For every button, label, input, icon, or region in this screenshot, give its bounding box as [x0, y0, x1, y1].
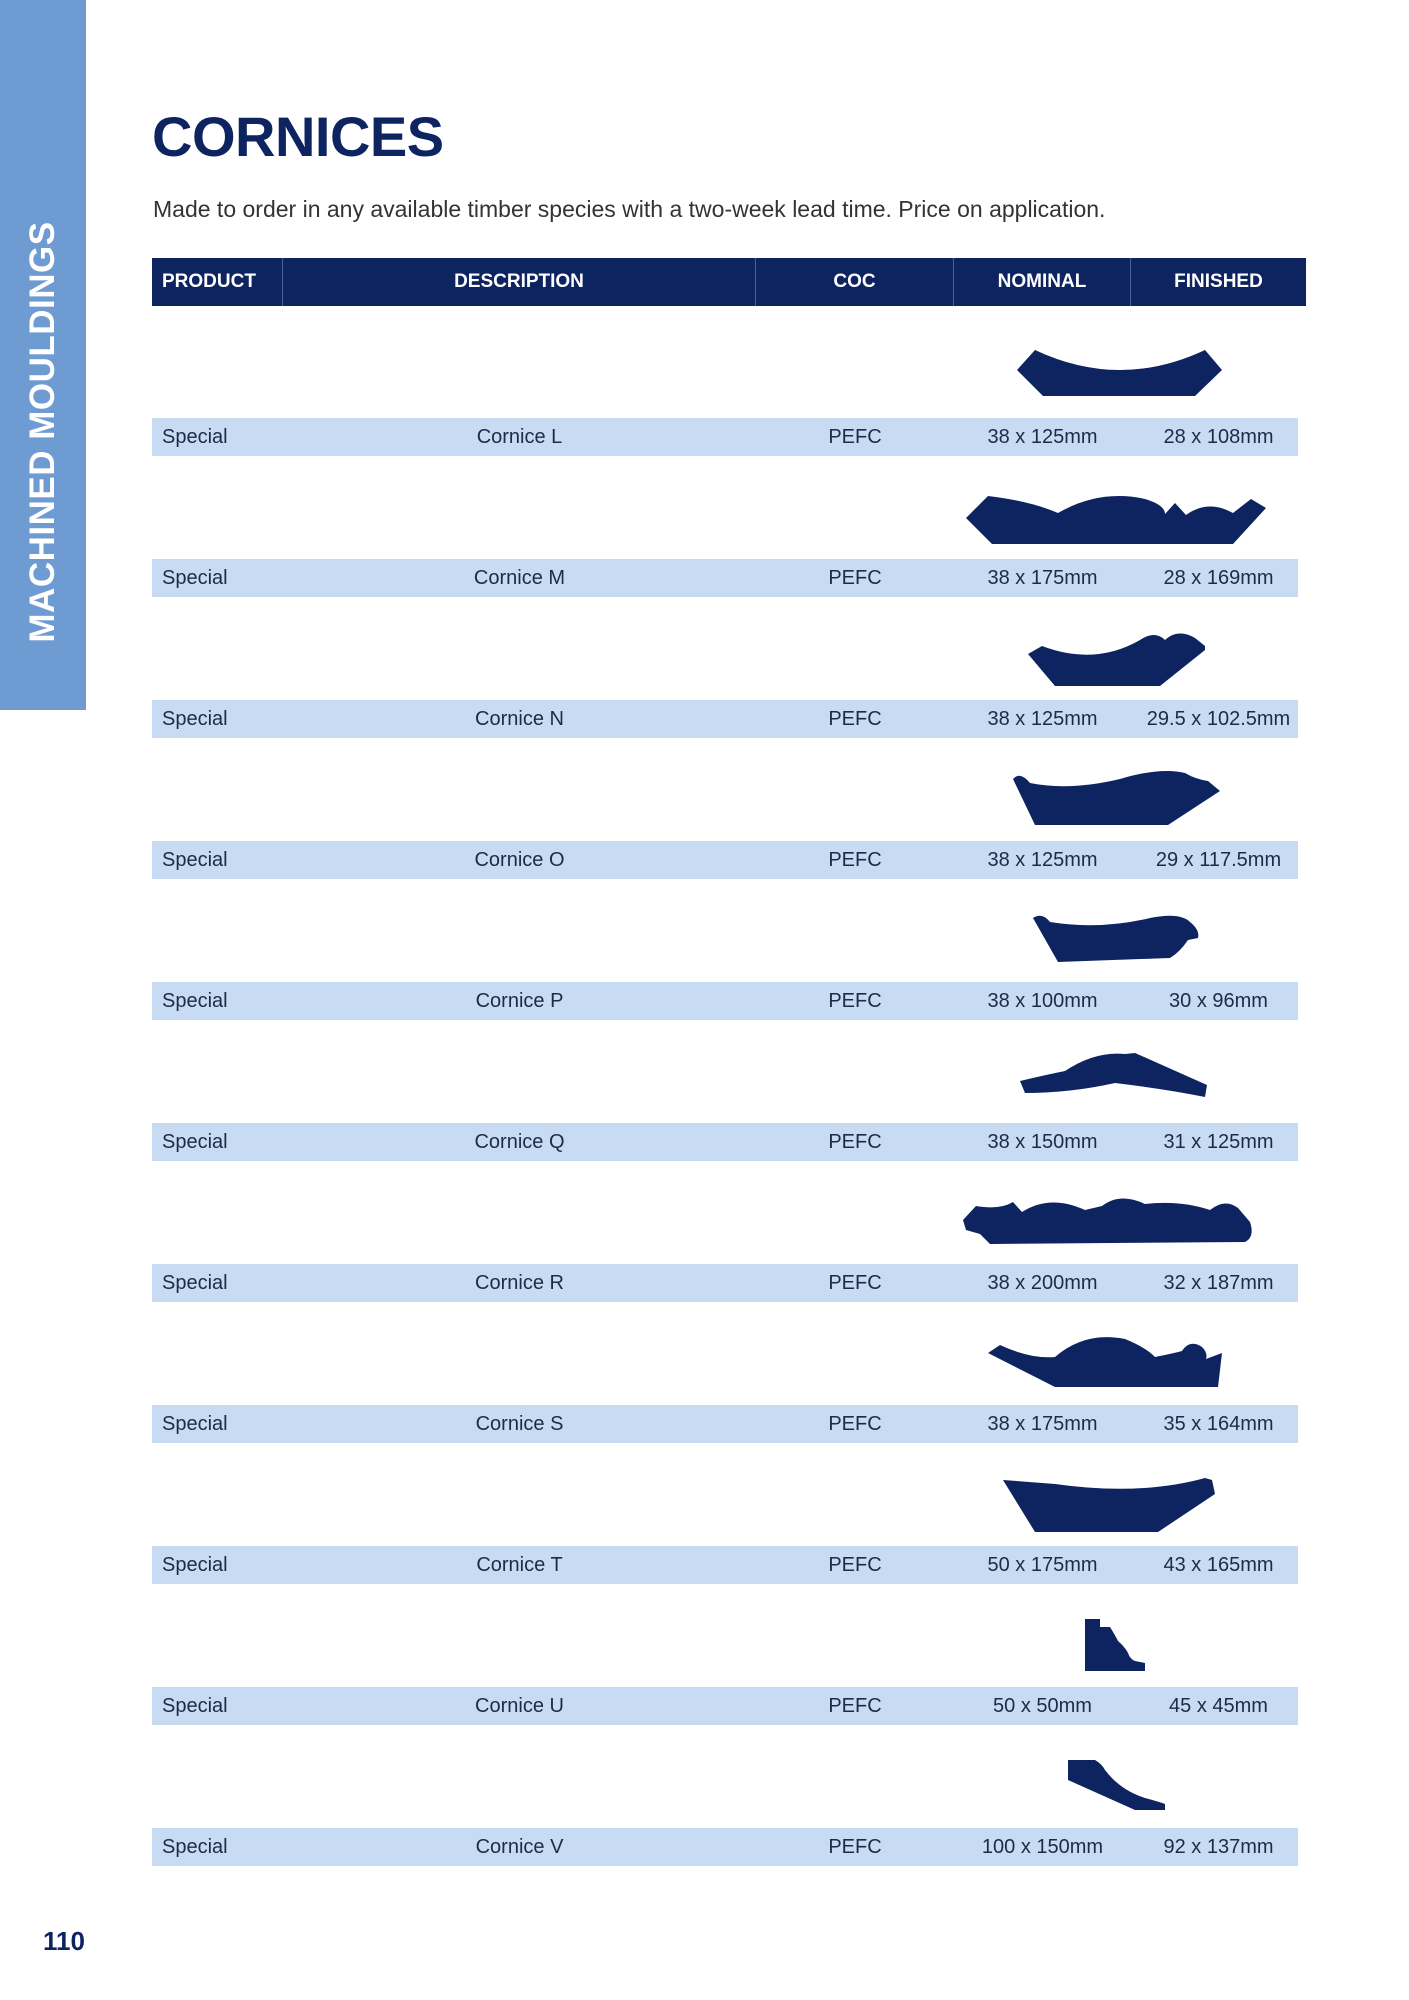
table-header — [152, 258, 1306, 306]
cell-coc: PEFC — [828, 708, 882, 730]
cell-description: Cornice U — [475, 1695, 564, 1717]
cell-description: Cornice P — [475, 990, 564, 1012]
cell-coc: PEFC — [828, 567, 882, 589]
cell-product: Special — [162, 1836, 228, 1858]
table-row — [152, 559, 1298, 597]
cell-nominal: 50 x 175mm — [987, 1554, 1098, 1576]
cell-finished: 45 x 45mm — [1169, 1695, 1268, 1717]
page-subtitle: Made to order in any available timber species with a two-week lead time. Price on application. — [153, 196, 1106, 222]
table-row — [152, 1405, 1298, 1443]
cell-product: Special — [162, 1554, 228, 1576]
cell-product: Special — [162, 849, 228, 871]
cell-description: Cornice V — [475, 1836, 564, 1858]
cell-finished: 28 x 169mm — [1163, 567, 1274, 589]
header-nominal: NOMINAL — [954, 258, 1131, 306]
cell-description: Cornice Q — [474, 1131, 565, 1153]
cell-coc: PEFC — [828, 1272, 882, 1294]
cell-coc: PEFC — [828, 849, 882, 871]
cell-nominal: 100 x 150mm — [981, 1836, 1104, 1858]
cell-product: Special — [162, 1272, 228, 1294]
table-row — [152, 982, 1298, 1020]
cell-coc: PEFC — [828, 1554, 882, 1576]
cell-description: Cornice R — [475, 1272, 564, 1294]
page-number: 110 — [43, 1926, 85, 1956]
cell-coc: PEFC — [828, 1413, 882, 1435]
header-product: PRODUCT — [152, 258, 283, 306]
table-row — [152, 418, 1298, 456]
cell-finished: 31 x 125mm — [1163, 1131, 1274, 1153]
cell-product: Special — [162, 708, 228, 730]
cell-product: Special — [162, 426, 228, 448]
table-row — [152, 1687, 1298, 1725]
cell-coc: PEFC — [828, 1836, 882, 1858]
section-tab — [0, 0, 86, 710]
cell-finished: 32 x 187mm — [1163, 1272, 1274, 1294]
cell-finished: 29 x 117.5mm — [1155, 849, 1282, 871]
header-finished: FINISHED — [1174, 271, 1263, 292]
cell-product: Special — [162, 567, 228, 589]
cell-description: Cornice L — [476, 426, 563, 448]
page-title: CORNICES — [152, 105, 444, 168]
cell-coc: PEFC — [828, 1695, 882, 1717]
cell-coc: PEFC — [828, 1131, 882, 1153]
cell-nominal: 38 x 175mm — [987, 1413, 1098, 1435]
cell-description: Cornice T — [476, 1554, 563, 1576]
cell-coc: PEFC — [828, 990, 882, 1012]
cell-product: Special — [162, 1131, 228, 1153]
cell-description: Cornice S — [475, 1413, 564, 1435]
cell-product: Special — [162, 1695, 228, 1717]
table-row — [152, 1123, 1298, 1161]
cell-nominal: 38 x 200mm — [987, 1272, 1098, 1294]
cell-finished: 28 x 108mm — [1163, 426, 1274, 448]
cell-description: Cornice M — [473, 567, 566, 589]
cell-coc: PEFC — [828, 426, 882, 448]
table-row — [152, 1264, 1298, 1302]
cell-finished: 35 x 164mm — [1163, 1413, 1274, 1435]
header-description: DESCRIPTION — [283, 258, 756, 306]
cell-nominal: 38 x 125mm — [987, 426, 1098, 448]
cell-description: Cornice O — [474, 849, 565, 871]
section-tab-label: MACHINED MOULDINGS — [23, 221, 62, 643]
table-row — [152, 700, 1298, 738]
table-row — [152, 1546, 1298, 1584]
cell-product: Special — [162, 1413, 228, 1435]
cell-nominal: 38 x 175mm — [987, 567, 1098, 589]
header-coc: COC — [756, 258, 954, 306]
cell-finished: 92 x 137mm — [1163, 1836, 1274, 1858]
cell-nominal: 38 x 125mm — [987, 849, 1098, 871]
cell-product: Special — [162, 990, 228, 1012]
cell-finished: 29.5 x 102.5mm — [1146, 708, 1291, 730]
cell-nominal: 50 x 50mm — [993, 1695, 1092, 1717]
cell-nominal: 38 x 125mm — [987, 708, 1098, 730]
cell-finished: 43 x 165mm — [1163, 1554, 1274, 1576]
cell-nominal: 38 x 100mm — [987, 990, 1098, 1012]
cell-nominal: 38 x 150mm — [987, 1131, 1098, 1153]
cell-description: Cornice N — [475, 708, 564, 730]
cell-finished: 30 x 96mm — [1169, 990, 1268, 1012]
table-row — [152, 1828, 1298, 1866]
table-row — [152, 841, 1298, 879]
